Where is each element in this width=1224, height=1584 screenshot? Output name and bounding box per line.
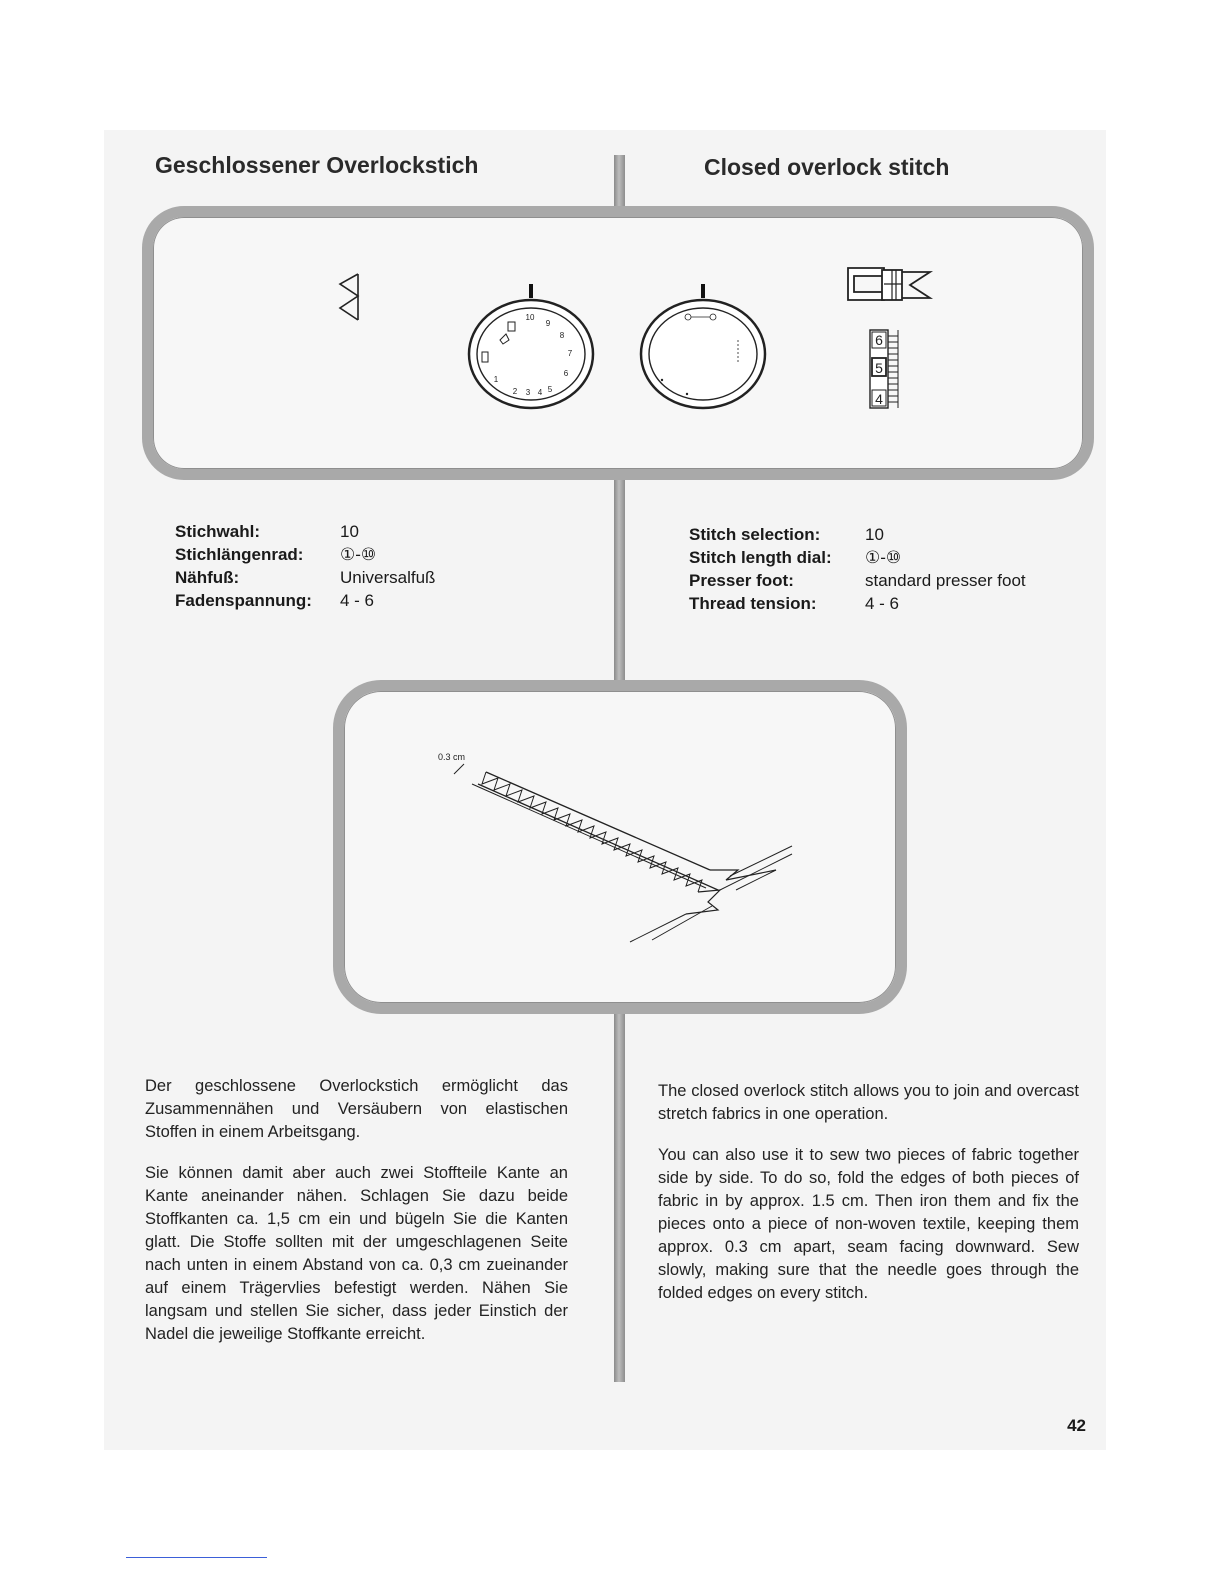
settings-row [175, 520, 435, 543]
setting-key: Nähfuß: [175, 568, 240, 587]
dial-number-1: 1 [493, 375, 499, 384]
seam-illustration [420, 740, 810, 950]
dial-number-7: 7 [567, 349, 573, 358]
scale-label-6: 6 [875, 332, 883, 348]
scale-label-4: 4 [875, 391, 883, 407]
dial-number-3: 3 [525, 388, 531, 397]
setting-value: ①-⑩ [865, 548, 902, 567]
settings-row [175, 589, 435, 612]
body-text-english [658, 1080, 1079, 1323]
dial-number-4: 4 [537, 388, 543, 397]
setting-key: Fadenspannung: [175, 591, 312, 610]
page-number: 42 [1067, 1416, 1086, 1435]
setting-key: Stitch selection: [689, 525, 821, 544]
setting-value: ①-⑩ [340, 545, 377, 564]
settings-row [175, 566, 435, 589]
dial-number-2: 2 [512, 387, 518, 396]
setting-value: Universalfuß [340, 568, 436, 587]
setting-key: Presser foot: [689, 571, 794, 590]
settings-row [689, 592, 1026, 615]
column-divider-bottom [614, 1010, 625, 1382]
scale-label-5: 5 [875, 360, 883, 376]
setting-value: standard presser foot [865, 571, 1026, 590]
dial-number-8: 8 [559, 331, 565, 340]
title-english: Closed overlock stitch [704, 154, 950, 180]
settings-row [689, 523, 1026, 546]
paragraph: The closed overlock stitch allows you to join and overcast stretch fabrics in one operation. [658, 1082, 1079, 1123]
setting-key: Thread tension: [689, 594, 817, 613]
title-german: Geschlossener Overlockstich [155, 152, 479, 178]
dial-number-5: 5 [547, 385, 553, 394]
dial-number-10: 10 [525, 313, 535, 322]
footer-link-line [126, 1557, 267, 1558]
paragraph: You can also use it to sew two pieces of fabric together side by side. To do so, fold the edges of both pieces of fabric in by approx. 1.5 cm. Then iron them and fix the pieces onto a piece of non-woven textile, keeping them approx. 0.3 cm apart, seam facing downward. Sew slowly, making sure that the needle goes through the folded edges on every stitch. [658, 1146, 1079, 1302]
setting-value: 4 - 6 [340, 591, 375, 610]
setting-key: Stitch length dial: [689, 548, 832, 567]
paragraph: Sie können damit aber auch zwei Stoffteile Kante an Kante aneinander nähen. Schlagen Sie dazu beide Stoffkanten ca. 1,5 cm ein und bügeln Sie die Kanten glatt. Die Stoffe sollten mit der umgeschlagenen Seite nach unten in einem Abstand von ca. 0,3 cm zueinander auf einem Trägervlies befestigt werden. Nähen Sie langsam und stellen Sie sicher, dass jeder Einstich der Nadel die jeweilige Stoffkante erreicht. [145, 1164, 568, 1343]
column-divider-top [614, 155, 625, 213]
dial-number-6: 6 [563, 369, 569, 378]
settings-row [689, 569, 1026, 592]
setting-key: Stichlängenrad: [175, 545, 304, 564]
stitch-length-dial [632, 282, 778, 412]
setting-value: 10 [340, 522, 359, 541]
machine-settings-panel [142, 206, 1094, 480]
body-text-german [145, 1075, 568, 1364]
paragraph: Der geschlossene Overlockstich ermöglicht das Zusammennähen und Versäubern von elastischen Stoffen in einem Arbeitsgang. [145, 1077, 568, 1141]
setting-value: 4 - 6 [865, 594, 900, 613]
settings-row [689, 546, 1026, 569]
stitch-selector-dial [460, 282, 606, 412]
setting-key: Stichwahl: [175, 522, 261, 541]
settings-german [175, 520, 435, 612]
closed-overlock-stitch-icon [334, 270, 364, 326]
setting-value: 10 [865, 525, 884, 544]
presser-foot-icon [846, 266, 936, 306]
presser-pressure-scale [866, 328, 906, 412]
measure-label: 0.3 cm [438, 752, 466, 762]
settings-row [175, 543, 435, 566]
column-divider-middle [614, 478, 625, 688]
dial-number-9: 9 [545, 319, 551, 328]
settings-english [689, 523, 1026, 615]
